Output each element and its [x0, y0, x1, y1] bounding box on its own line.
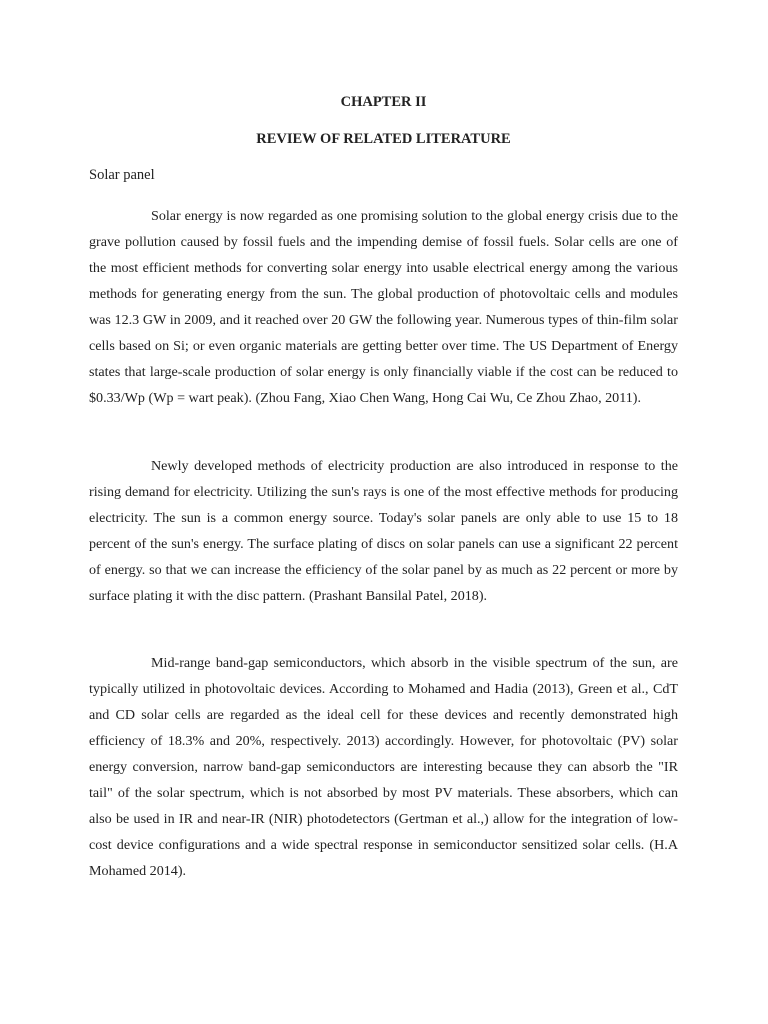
body-paragraph-2: Newly developed methods of electricity production are also introduced in response to the rising demand for electricity. Utilizing the sun's rays is one of the most effective methods for producing electricity. The sun is a common energy source. Today's solar panels are only able to use 15 to 18 percent of the sun's energy. The surface plating of discs on solar panels can use a significant 22 percent of energy. so that we can increase the efficiency of the solar panel by as much as 22 percent or more by surface plating it with the disc pattern. (Prashant Bansilal Patel, 2018). [89, 458, 678, 604]
body-paragraph-3: Mid-range band-gap semiconductors, which absorb in the visible spectrum of the sun, are typically utilized in photovoltaic devices. According to Mohamed and Hadia (2013), Green et al., CdT and CD solar cells are regarded as the ideal cell for these devices and recently demonstrated high efficiency of 18.3% and 20%, respectively. 2013) accordingly. However, for photovoltaic (PV) solar energy conversion, narrow band-gap semiconductors are interesting because they can absorb the "IR tail" of the solar spectrum, which is not absorbed by most PV materials. These absorbers, which can also be used in IR and near-IR (NIR) photodetectors (Gertman et al.,) allow for the integration of low-cost device configurations and a wide spectral response in semiconductor sensitized solar cells. (H.A Mohamed 2014). [89, 655, 678, 879]
body-paragraph-1: Solar energy is now regarded as one promising solution to the global energy crisis due to the grave pollution caused by fossil fuels and the impending demise of fossil fuels. Solar cells are one of the most efficient methods for converting solar energy into usable electrical energy among the various methods for generating energy from the sun. The global production of photovoltaic cells and modules was 12.3 GW in 2009, and it reached over 20 GW the following year. Numerous types of thin-film solar cells based on Si; or even organic materials are getting better over time. The US Department of Energy states that large-scale production of solar energy is only financially viable if the cost can be reduced to $0.33/Wp (Wp = wart peak). (Zhou Fang, Xiao Chen Wang, Hong Cai Wu, Ce Zhou Zhao, 2011). [89, 208, 678, 406]
chapter-title: REVIEW OF RELATED LITERATURE [256, 131, 511, 147]
section-heading: Solar panel [89, 167, 155, 183]
chapter-heading: CHAPTER II [340, 94, 427, 110]
document-page [89, 0, 678, 1024]
